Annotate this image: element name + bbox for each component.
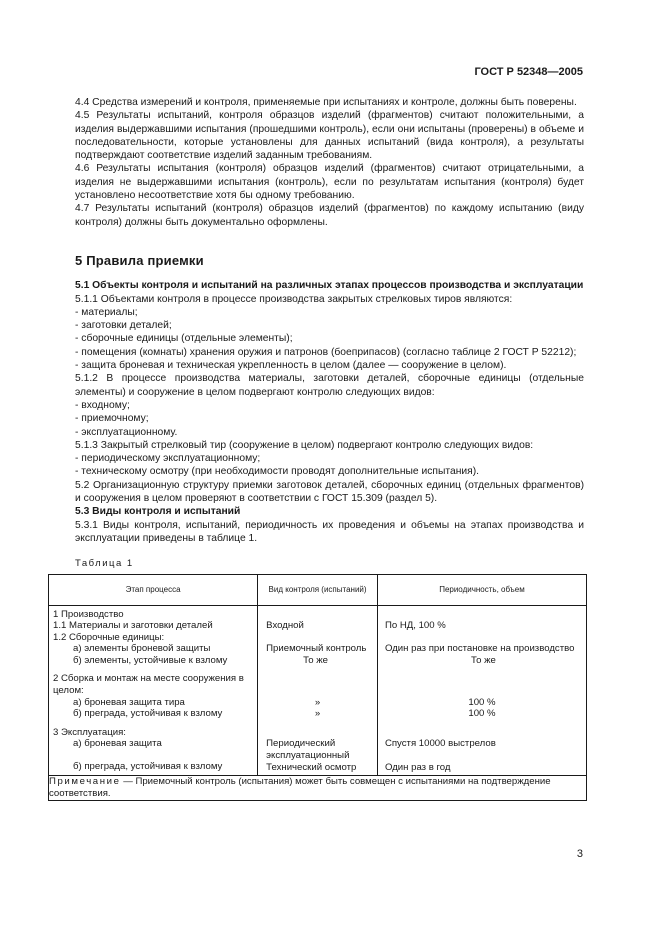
table-note (49, 776, 587, 801)
table-header-cell: Периодичность, объем (377, 574, 586, 605)
cell-line (266, 609, 373, 621)
page-number: 3 (576, 848, 583, 860)
list-item: - сборочные единицы (отдельные элементы); (75, 333, 293, 345)
table-row (49, 605, 587, 776)
cell-line: 100 % (468, 708, 496, 720)
cell-line: То же (303, 654, 328, 666)
table-header-row (49, 574, 587, 605)
list-item: - помещения (комнаты) хранения оружия и патронов (боеприпасов) (согласно таблице 2 ГОСТ Р 52212); (75, 346, 577, 358)
cell-line: Один раз при постановке на производство (384, 643, 575, 655)
paragraph-4-5: 4.5 Результаты испытаний, контроля образцов изделий (фрагментов) считают положительными, а изделия выдержавшими испытания (прошедшими контроль), если они испытаны (проверены) в объеме и последовательности, которые установлены для данных испытаний (вида контроля), а результаты подтверждают соответствие изделий заданным требованиям. (75, 110, 584, 162)
paragraph-4-6: 4.6 Результаты испытания (контроля) образцов изделий (фрагментов) считают отрицательными, а изделия не выдержавшими испытания (контроль), если по результатам испытания (контроля) будет установлено несоответствие хотя бы одному требованию. (75, 163, 584, 202)
paragraph-5-2: 5.2 Организационную структуру приемки заготовок деталей, сборочных единиц (отдельных фрагментов) и сооружения в целом проверяют в соответствии с ГОСТ 15.309 (раздел 5). (75, 479, 584, 505)
subsection-5-1-title: 5.1 Объекты контроля и испытаний на различных этапах процессов производства и эксплуатации (75, 280, 584, 292)
page-content (49, 96, 584, 801)
section-5-title: 5 Правила приемки (75, 252, 204, 268)
document-code: ГОСТ Р 52348—2005 (474, 66, 583, 78)
cell-line: » (314, 708, 321, 720)
list-item: - материалы; (75, 306, 138, 318)
cell-line: Технический осмотр (266, 761, 357, 773)
list-item: - техническому осмотру (при необходимости проводят дополнительные испытания). (75, 466, 480, 478)
table-header-cell: Вид контроля (испытаний) (258, 574, 378, 605)
list-item: - периодическому эксплуатационному; (75, 453, 261, 465)
table-note-row (49, 776, 587, 801)
cell-line: 2 Сборка и монтаж на месте сооружения в целом: (53, 673, 244, 697)
cell-line: б) преграда, устойчивая к взлому (73, 761, 223, 773)
cell-line (385, 632, 582, 644)
cell-line: Входной (266, 620, 304, 632)
list-item: - защита броневая и техническая укрепленность в целом (далее — сооружение в целом). (75, 360, 507, 372)
cell-line: Приемочный контроль (266, 643, 367, 655)
cell-line (266, 632, 373, 644)
cell-line: Спустя 10000 выстрелов (384, 738, 496, 750)
paragraph-5-1-2: 5.1.2 В процессе производства материалы, заготовки деталей, сборочные единицы (отдельные элементы) и сооружение в целом подвергают контролю следующих видов: (75, 373, 584, 398)
cell-line: 1 Производство (53, 608, 124, 620)
cell-line: б) преграда, устойчивая к взлому (73, 708, 223, 720)
subsection-5-3-title: 5.3 Виды контроля и испытаний (75, 506, 241, 518)
list-item: - входному; (75, 399, 130, 411)
note-text: — Приемочный контроль (испытания) может быть совмещен с испытаниями на подтверждение соответствия. (49, 776, 551, 800)
paragraph-5-1-3: 5.1.3 Закрытый стрелковый тир (сооружение в целом) подвергают контролю следующих видов: (75, 439, 534, 451)
table-caption: Таблица 1 (75, 558, 134, 570)
cell-line: 100 % (468, 696, 496, 708)
cell-line: Периодический эксплуатационный (266, 738, 350, 762)
cell-line (385, 609, 582, 621)
cell-line: 1.2 Сборочные единицы: (53, 631, 165, 643)
cell-line: То же (471, 654, 496, 666)
list-item: - приемочному; (75, 413, 149, 425)
cell-line: Один раз в год (384, 761, 451, 773)
cell-line: а) броневая защита тира (73, 696, 185, 708)
table-header-cell: Этап процесса (49, 574, 258, 605)
paragraph-4-4: 4.4 Средства измерений и контроля, применяемые при испытаниях и контроле, должны быть поверены. (75, 97, 577, 108)
list-item: - эксплуатационному. (75, 426, 178, 438)
table-1 (48, 574, 587, 802)
cell-line: б) элементы, устойчивые к взлому (73, 654, 228, 666)
paragraph-5-1-1: 5.1.1 Объектами контроля в процессе производства закрытых стрелковых тиров являются: (75, 293, 513, 305)
cell-line: » (314, 696, 321, 708)
paragraph-4-7: 4.7 Результаты испытаний (контроля) образцов изделий (фрагментов) по каждому испытанию (виду контроля) должны быть документально оформлены. (75, 203, 584, 228)
paragraph-5-3-1: 5.3.1 Виды контроля, испытаний, периодичность их проведения и объемы на этапах производства и эксплуатации приведены в таблице 1. (75, 519, 584, 544)
cell-line: а) броневая защита (73, 738, 162, 750)
cell-line: а) элементы броневой защиты (73, 643, 211, 655)
cell-line: По НД, 100 % (384, 620, 446, 632)
cell-line: 1.1 Материалы и заготовки деталей (53, 620, 213, 632)
list-item: - заготовки деталей; (75, 320, 172, 332)
note-label: Примечание (49, 776, 121, 788)
cell-line: 3 Эксплуатация: (53, 726, 126, 738)
